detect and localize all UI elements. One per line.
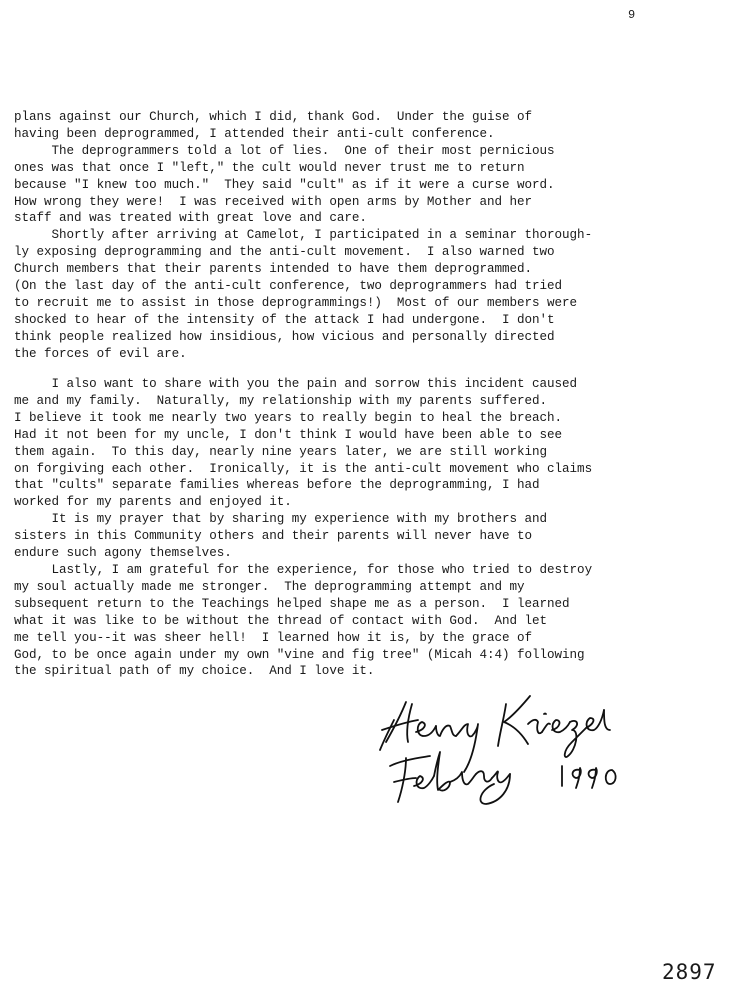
text-line: plans against our Church, which I did, thank God. Under the guise of: [14, 110, 533, 124]
text-line: worked for my parents and enjoyed it.: [14, 495, 292, 510]
handwritten-signature: [372, 690, 642, 810]
text-line: on forgiving each other. Ironically, it is the anti-cult movement who claims: [14, 461, 593, 476]
text-line: I believe it took me nearly two years to really begin to heal the breach.: [14, 410, 563, 425]
text-line: subsequent return to the Teachings helped shape me as a person. I learned: [14, 596, 570, 611]
text-line: me and my family. Naturally, my relationship with my parents suffered.: [14, 393, 548, 408]
bates-number: 2897: [662, 960, 717, 984]
text-line: Shortly after arriving at Camelot, I participated in a seminar thorough-: [14, 228, 593, 243]
signature-drawing: [372, 690, 642, 810]
text-line: staff and was treated with great love and care.: [14, 211, 367, 226]
text-line: Lastly, I am grateful for the experience, for those who tried to destroy: [14, 562, 593, 577]
text-line: Church members that their parents intended to have them deprogrammed.: [14, 262, 533, 277]
text-line: God, to be once again under my own "vine and fig tree" (Micah 4:4) following: [14, 647, 585, 662]
text-line: my soul actually made me stronger. The deprogramming attempt and my: [14, 579, 525, 594]
text-line: that "cults" separate families whereas before the deprogramming, I had: [14, 478, 540, 493]
text-line: think people realized how insidious, how vicious and personally directed: [14, 329, 555, 344]
text-line: the forces of evil are.: [14, 346, 187, 361]
text-line: having been deprogrammed, I attended their anti-cult conference.: [14, 126, 495, 141]
text-line: endure such agony themselves.: [14, 546, 232, 561]
text-line: How wrong they were! I was received with open arms by Mother and her: [14, 194, 533, 209]
text-line: shocked to hear of the intensity of the attack I had undergone. I don't: [14, 312, 555, 327]
text-line: what it was like to be without the thread of contact with God. And let: [14, 613, 548, 628]
text-line: because "I knew too much." They said "cult" as if it were a curse word.: [14, 177, 555, 192]
text-line: the spiritual path of my choice. And I love it.: [14, 664, 375, 679]
letter-paragraphs-1: [14, 109, 714, 363]
text-line: ly exposing deprogramming and the anti-cult movement. I also warned two: [14, 245, 555, 260]
text-line: It is my prayer that by sharing my experience with my brothers and: [14, 512, 548, 527]
page-number: 9: [628, 8, 636, 22]
text-line: to recruit me to assist in those deprogrammings!) Most of our members were: [14, 295, 578, 310]
text-line: Had it not been for my uncle, I don't think I would have been able to see: [14, 427, 563, 442]
text-line: sisters in this Community others and their parents will never have to: [14, 529, 533, 544]
text-line: I also want to share with you the pain and sorrow this incident caused: [14, 377, 578, 391]
text-line: me tell you--it was sheer hell! I learned how it is, by the grace of: [14, 630, 533, 645]
letter-paragraphs-2: [14, 376, 714, 680]
text-line: The deprogrammers told a lot of lies. One of their most pernicious: [14, 143, 555, 158]
text-line: (On the last day of the anti-cult conference, two deprogrammers had tried: [14, 279, 563, 294]
text-line: them again. To this day, nearly nine years later, we are still working: [14, 444, 548, 459]
text-line: ones was that once I "left," the cult would never trust me to return: [14, 160, 525, 175]
